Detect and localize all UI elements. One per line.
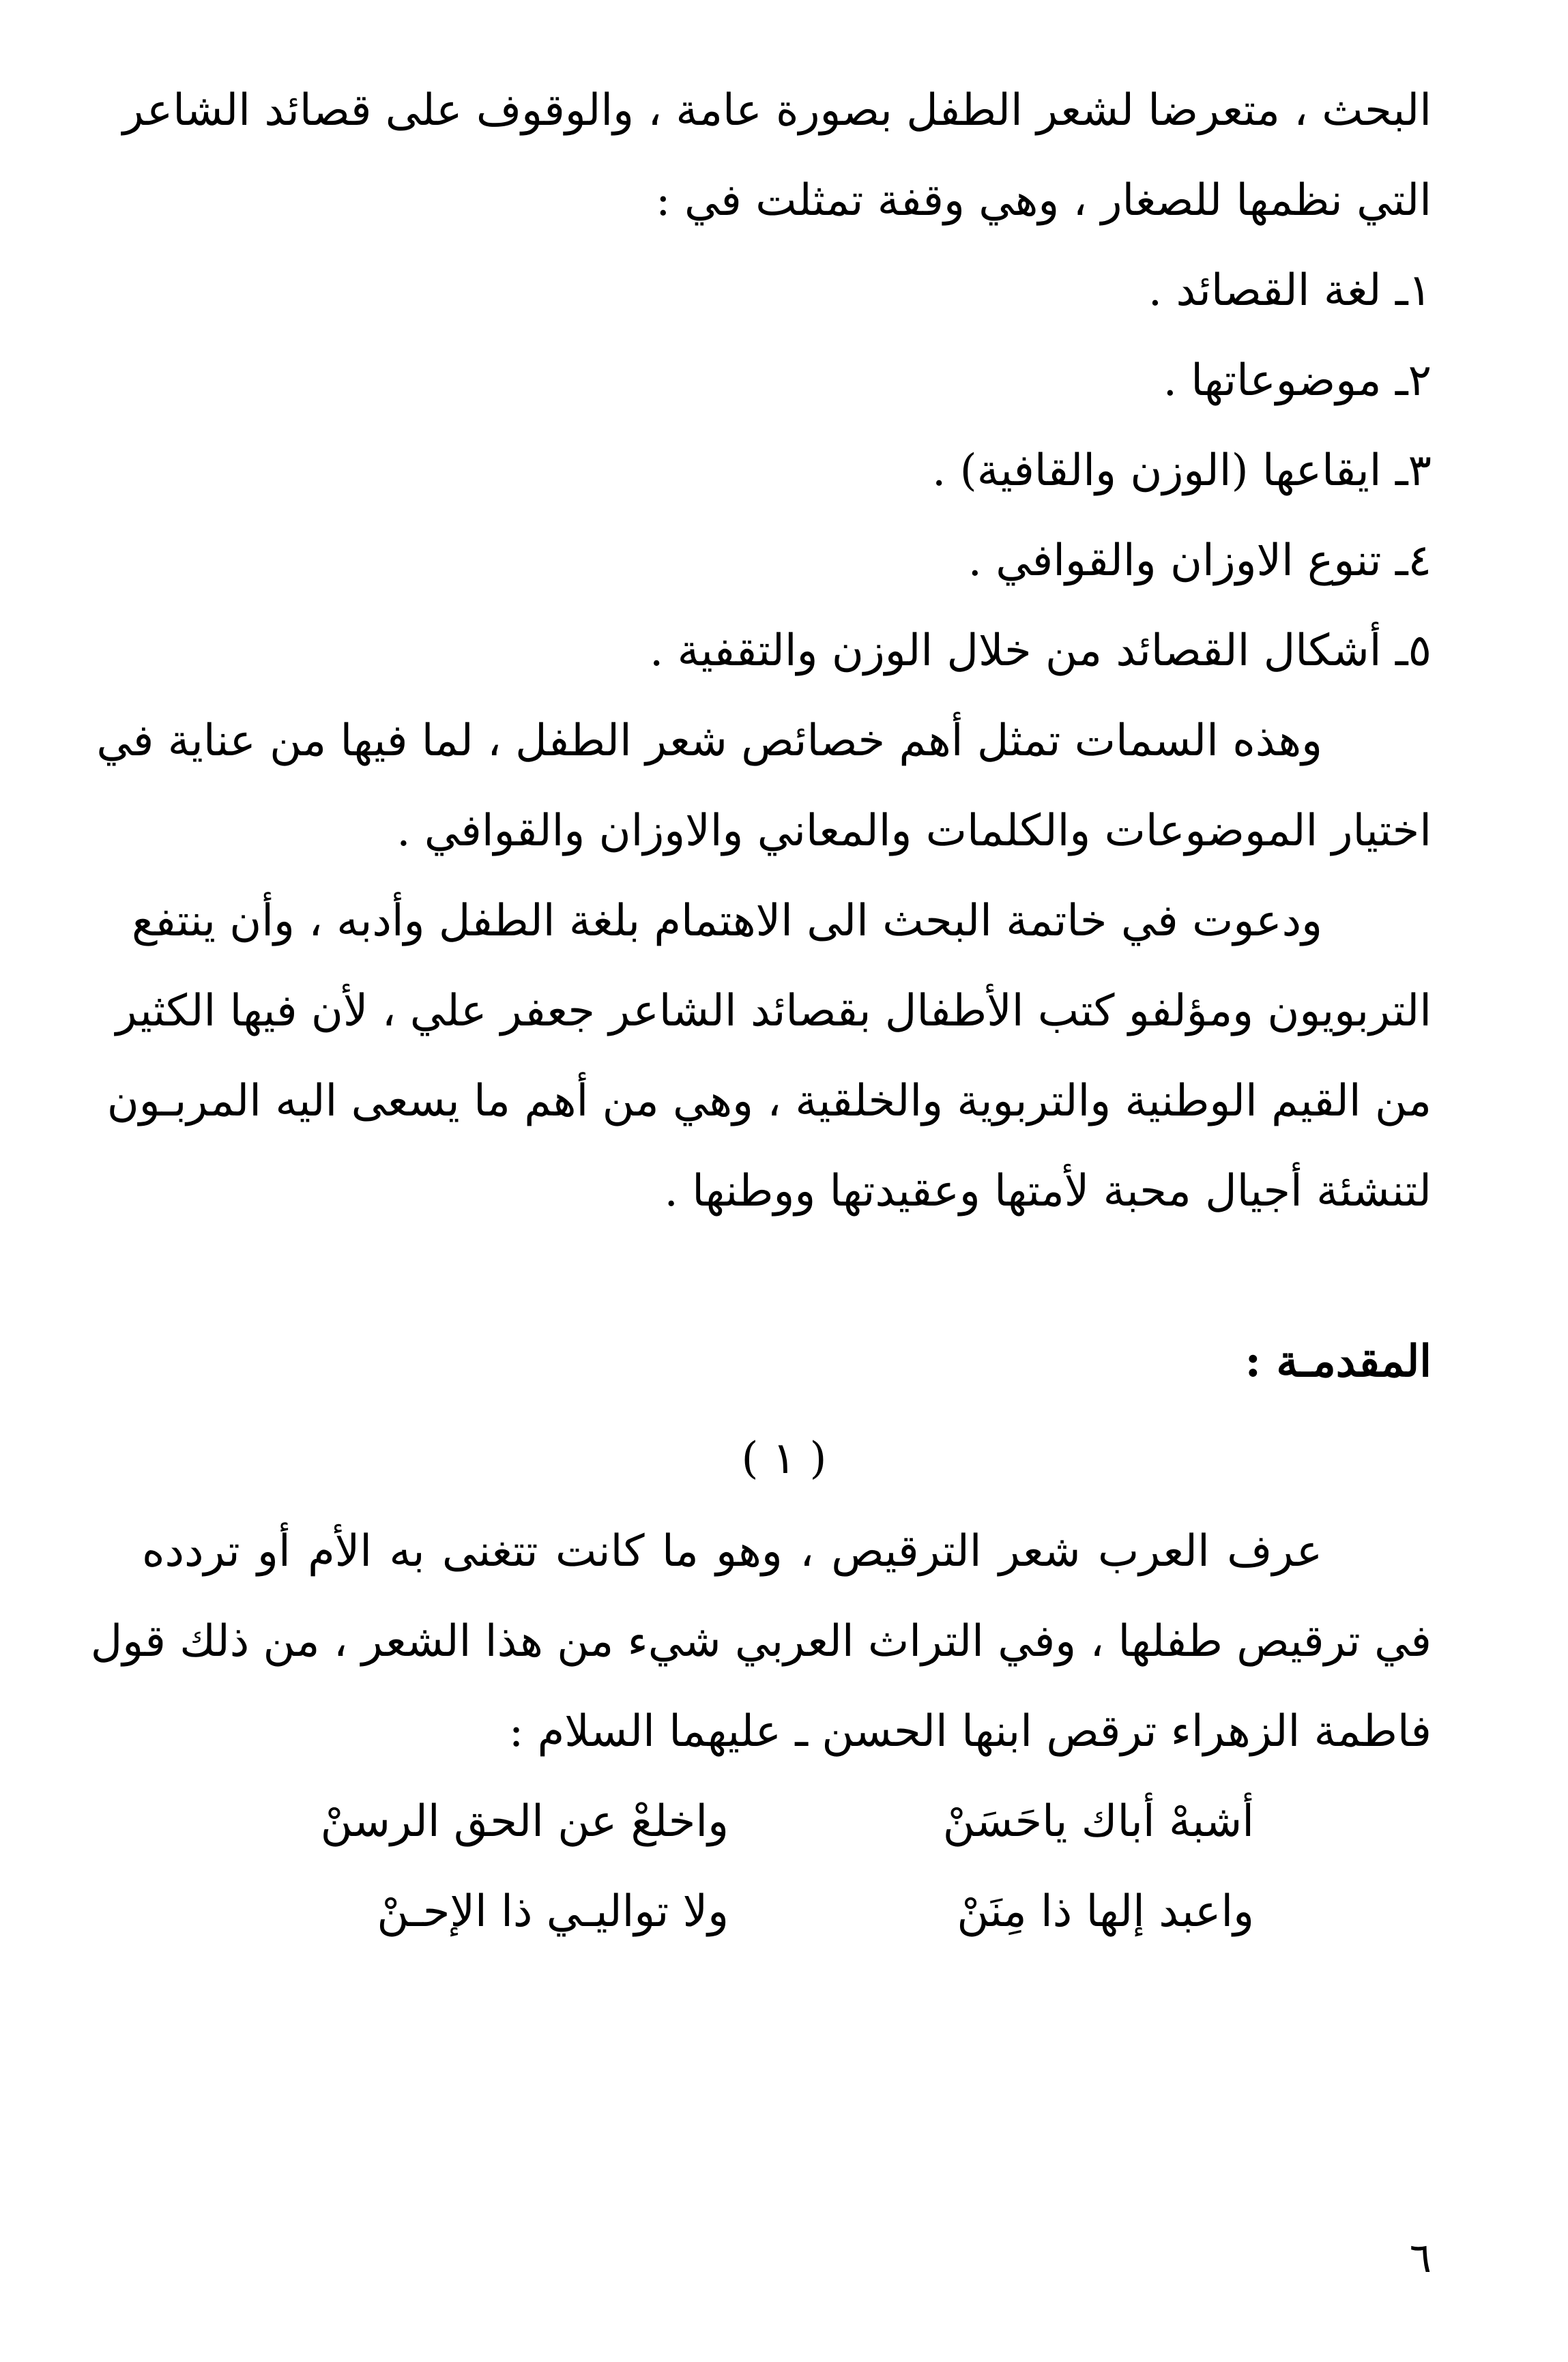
paragraph3-line-2: التربويون ومؤلفو كتب الأطفال بقصائد الشاعر جعفر علي ، لأن فيها الكثير — [115, 986, 1432, 1036]
paragraph1-line-1: البحث ، متعرضا لشعر الطفل بصورة عامة ، والوقوف على قصائد الشاعر — [122, 85, 1432, 136]
paragraph2-line-1: وهذه السمات تمثل أهم خصائص شعر الطفل ، لما فيها من عناية في — [96, 716, 1322, 766]
paragraph2-line-2: اختيار الموضوعات والكلمات والمعاني والاوزان والقوافي . — [396, 806, 1432, 856]
paragraph3-line-3: من القيم الوطنية والتربوية والخلقية ، وهي من أهم ما يسعى اليه المربـون — [106, 1076, 1432, 1126]
verse-1-second-hemistich: واخلعْ عن الحق الرسنْ — [320, 1796, 729, 1847]
paragraph3-line-4: لتنشئة أجيال محبة لأمتها وعقيدتها ووطنها . — [664, 1166, 1432, 1216]
verse-2-second-hemistich: ولا تواليـي ذا الإحـنْ — [377, 1886, 729, 1937]
paragraph4-line-3: فاطمة الزهراء ترقص ابنها الحسن ـ عليهما السلام : — [508, 1706, 1432, 1757]
list-item-1: ١ـ لغة القصائد . — [1148, 265, 1432, 316]
paragraph4-line-2: في ترقيص طفلها ، وفي التراث العربي شيء من هذا الشعر ، من ذلك قول — [90, 1616, 1432, 1667]
page-number: ٦ — [1409, 2234, 1432, 2282]
section-number: ( ١ ) — [741, 1433, 827, 1484]
section-heading: المقدمـة : — [1245, 1336, 1432, 1387]
verse-1-first-hemistich: أشبهْ أباك ياحَسَنْ — [942, 1796, 1254, 1847]
list-item-4: ٤ـ تنوع الاوزان والقوافي . — [968, 536, 1432, 586]
paragraph1-line-2: التي نظمها للصغار ، وهي وقفة تمثلت في : — [656, 175, 1432, 226]
list-item-2: ٢ـ موضوعاتها . — [1163, 355, 1432, 406]
list-item-5: ٥ـ أشكال القصائد من خلال الوزن والتقفية . — [649, 626, 1432, 676]
list-item-3: ٣ـ ايقاعها (الوزن والقافية) . — [932, 446, 1432, 496]
paragraph4-line-1: عرف العرب شعر الترقيص ، وهو ما كانت تتغنى به الأم أو تردده — [142, 1526, 1322, 1577]
verse-2-first-hemistich: واعبد إلها ذا مِنَنْ — [957, 1886, 1254, 1937]
paragraph3-line-1: ودعوت في خاتمة البحث الى الاهتمام بلغة الطفل وأدبه ، وأن ينتفع — [132, 896, 1322, 946]
